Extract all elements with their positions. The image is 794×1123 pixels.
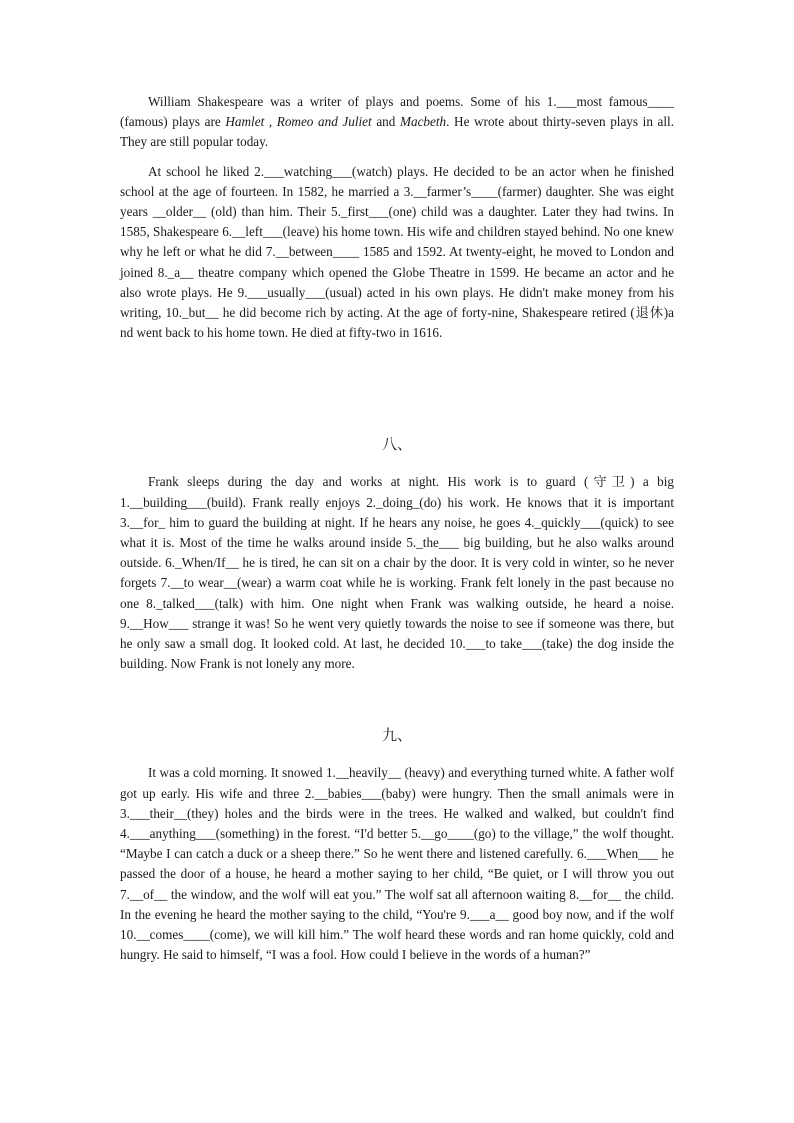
passage-paragraph: [120, 472, 674, 674]
section-heading: 九、: [381, 728, 412, 745]
paragraph-text: and: [371, 114, 400, 130]
work-title: Macbeth: [399, 114, 447, 130]
section-9: [120, 724, 674, 965]
paragraph-text: Frank sleeps during the day and works at night. His work is to guard (守卫) a big 1.__building___(build). Frank really enjoys 2._doing_(do) his work. He knows that it is important 3.__for_ him to guard the building at night. If he hears any noise, he goes 4._quickly___(quick) to see what it is. Most of the time he walks around inside 5._the___ big building, but he also walks around outside. 6._When/If__ he is tired, he can sit on a chair by the door. It is very cold in winter, so he never forgets 7.__to wear__(wear) a warm coat while he is working. Frank felt lonely in the past because no one 8._talked___(talk) with him. One night when Frank was walking outside, he heard a noise. 9.__How___ strange it was! So he went very quietly towards the noise to see if someone was there, but he only saw a small dog. It looked cold. At last, he decided 10.___to take___(take) the dog inside the building. Now Frank is not lonely any more.: [120, 474, 674, 672]
paragraph-text: . He wrote about thirty-seven plays in all. They are still popular today.: [120, 114, 675, 150]
paragraph-text: It was a cold morning. It snowed 1.__heavily__ (heavy) and everything turned white. A father wolf got up early. His wife and three 2.__babies___(baby) were hungry. Then the small animals were in 3.___their__(they) holes and the birds were in the trees. He walked and walked, but couldn't find 4.___anything___(something) in the forest. “I'd better 5.__go____(go) to the village,” the wolf thought. “Maybe I can catch a duck or a sheep there.” So he went there and listened carefully. 6.___When___ he passed the door of a house, he heard a mother saying to her child, “Be quiet, or I will throw you out 7.__of__ the window, and the wolf will eat you.” The wolf sat all afternoon waiting 8.__for__ the child. In the evening he heard the mother saying to the child, “You're 9.___a__ good boy now, and if the wolf 10.__comes____(come), we will kill him.” The wolf heard these words and ran home quickly, cold and hungry. He said to himself, “I was a fool. How could I believe in the words of a human?”: [120, 765, 674, 963]
paragraph-text: William Shakespeare was a writer of plays and poems. Some of his 1.___most famous____ (famous) plays are: [120, 94, 674, 130]
work-title: Hamlet: [225, 114, 265, 130]
passage-paragraph: [120, 92, 674, 153]
work-title: Romeo and Juliet: [276, 114, 372, 130]
paragraph-text: At school he liked 2.___watching___(watch) plays. He decided to be an actor when he finished school at the age of fourteen. In 1582, he married a 3.__farmer’s____(farmer) daughter. She was eight years __older__ (old) than him. Their 5._first___(one) child was a daughter. Later they had twins. In 1585, Shakespeare 6.__left___(leave) his home town. His wife and children stayed behind. No one knew why he left or what he did 7.__between____ 1585 and 1592. At twenty-eight, he moved to London and joined 8._a__ theatre company which opened the Globe Theatre in 1599. He became an actor and he also wrote plays. He 9.___usually___(usual) acted in his own plays. He didn't make money from his writing, 10._but__ he did become rich by acting. At the age of forty-nine, Shakespeare retired (退休)a nd went back to his home town. He died at fifty-two in 1616.: [120, 163, 674, 341]
document-page: [120, 92, 674, 966]
passage-paragraph: [120, 162, 674, 344]
paragraph-text: ,: [264, 114, 277, 130]
section-heading: 八、: [381, 437, 412, 454]
section-7: [120, 92, 674, 343]
passage-paragraph: [120, 763, 674, 965]
section-8: [120, 433, 674, 674]
